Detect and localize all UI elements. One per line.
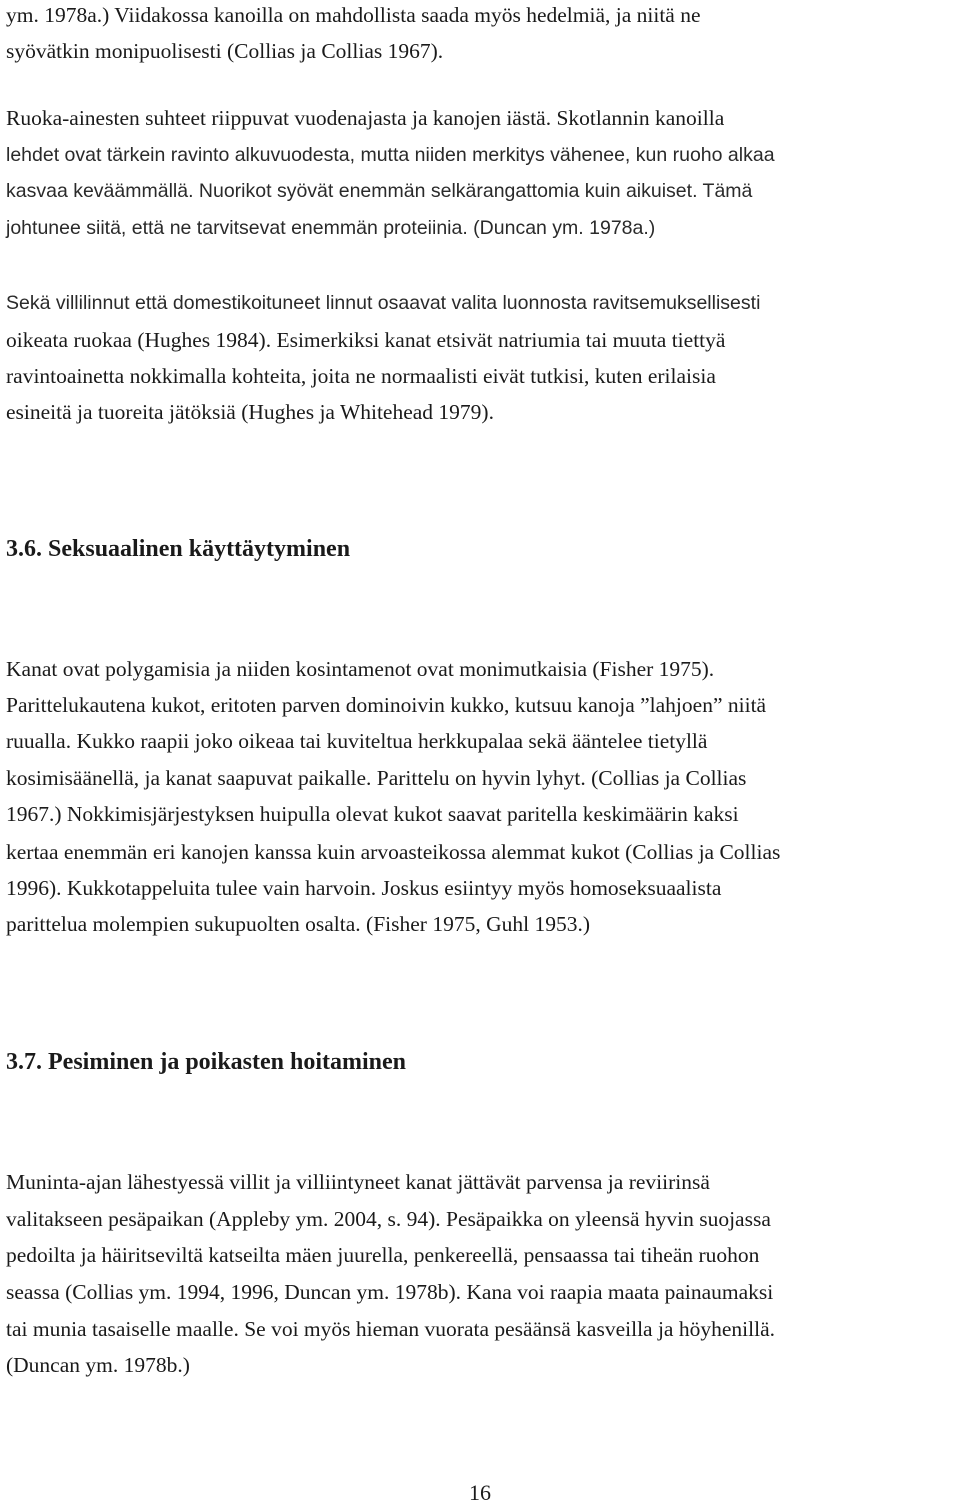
- section-heading: 3.6. Seksuaalinen käyttäytyminen: [6, 536, 351, 562]
- text-line: 1996). Kukkotappeluita tulee vain harvoin. Joskus esiintyy myös homoseksuaalista: [6, 876, 722, 900]
- text-line: johtunee siitä, että ne tarvitsevat enemmän proteiinia. (Duncan ym. 1978a.): [6, 217, 656, 239]
- page-number: 16: [469, 1480, 491, 1505]
- text-line: parittelua molempien sukupuolten osalta. (Fisher 1975, Guhl 1953.): [6, 912, 590, 936]
- text-line: Muninta-ajan lähestyessä villit ja villiintyneet kanat jättävät parvensa ja reviirinsä: [6, 1170, 710, 1194]
- text-line: Kanat ovat polygamisia ja niiden kosintamenot ovat monimutkaisia (Fisher 1975).: [6, 657, 715, 681]
- text-line: kosimisäänellä, ja kanat saapuvat paikalle. Parittelu on hyvin lyhyt. (Collias ja Collias: [6, 766, 747, 790]
- section-heading: 3.7. Pesiminen ja poikasten hoitaminen: [6, 1049, 407, 1075]
- text-line: oikeata ruokaa (Hughes 1984). Esimerkiksi kanat etsivät natriumia tai muuta tiettyä: [6, 328, 726, 352]
- text-line: kasvaa keväämmällä. Nuorikot syövät enemmän selkärangattomia kuin aikuiset. Tämä: [6, 180, 753, 202]
- text-line: ruualla. Kukko raapii joko oikeaa tai kuviteltua herkkupalaa sekä ääntelee tietyllä: [6, 729, 708, 753]
- text-line: Sekä villilinnut että domestikoituneet linnut osaavat valita luonnosta ravitsemuksellisesti: [6, 292, 761, 314]
- text-line: seassa (Collias ym. 1994, 1996, Duncan ym. 1978b). Kana voi raapia maata painaumaksi: [6, 1280, 774, 1304]
- text-line: lehdet ovat tärkein ravinto alkuvuodesta, mutta niiden merkitys vähenee, kun ruoho alkaa: [6, 144, 775, 166]
- text-line: valitakseen pesäpaikan (Appleby ym. 2004, s. 94). Pesäpaikka on yleensä hyvin suojassa: [6, 1207, 771, 1231]
- text-line: pedoilta ja häiritseviltä katseilta mäen juurella, penkereellä, pensaassa tai tiheän ruohon: [6, 1243, 760, 1267]
- text-line: kertaa enemmän eri kanojen kanssa kuin arvoasteikossa alemmat kukot (Collias ja Collias: [6, 840, 781, 864]
- text-line: 1967.) Nokkimisjärjestyksen huipulla olevat kukot saavat paritella keskimäärin kaksi: [6, 802, 739, 826]
- text-line: (Duncan ym. 1978b.): [6, 1353, 190, 1377]
- text-line: Ruoka-ainesten suhteet riippuvat vuodenajasta ja kanojen iästä. Skotlannin kanoilla: [6, 106, 725, 130]
- text-line: tai munia tasaiselle maalle. Se voi myös hieman vuorata pesäänsä kasveilla ja höyhenillä.: [6, 1317, 775, 1341]
- text-line: syövätkin monipuolisesti (Collias ja Collias 1967).: [6, 39, 444, 63]
- text-line: Parittelukautena kukot, eritoten parven dominoivin kukko, kutsuu kanoja ”lahjoen” niitä: [6, 693, 767, 717]
- text-line: esineitä ja tuoreita jätöksiä (Hughes ja Whitehead 1979).: [6, 400, 494, 424]
- text-line: ravintoainetta nokkimalla kohteita, joita ne normaalisti eivät tutkisi, kuten erilaisia: [6, 364, 716, 388]
- text-line: ym. 1978a.) Viidakossa kanoilla on mahdollista saada myös hedelmiä, ja niitä ne: [6, 3, 701, 27]
